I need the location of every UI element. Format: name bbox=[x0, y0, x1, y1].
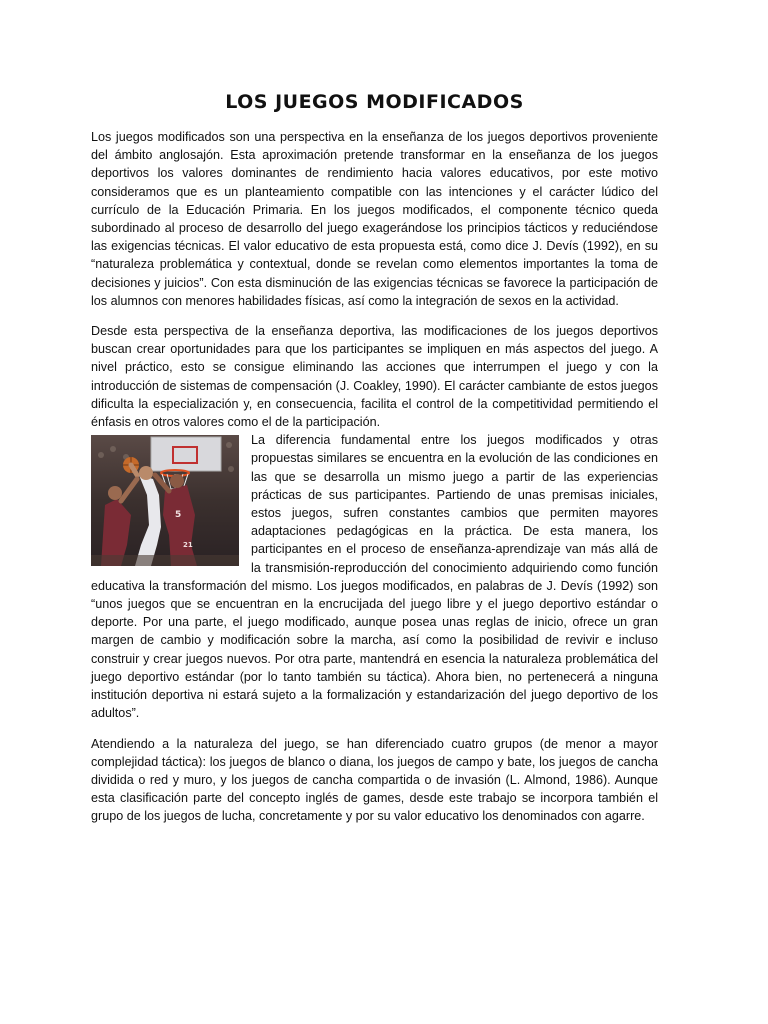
document-page bbox=[91, 90, 658, 838]
basketball-photo bbox=[91, 435, 239, 566]
paragraph-classification: Atendiendo a la naturaleza del juego, se han diferenciado cuatro grupos (de menor a mayor complejidad táctica): los juegos de blanco o diana, los juegos de campo y bate, los juegos de cancha dividida o red y muro, y los juegos de cancha compartida o de invasión (L. Almond, 1986). Aunque esta clasificación parte del concepto inglés de games, desde este trabajo se incorpora también el grupo de los juegos de lucha, concretamente y por su valor educativo los denominados con agarre. bbox=[91, 736, 658, 824]
paragraph-intro: Los juegos modificados son una perspectiva en la enseñanza de los juegos deportivos proveniente del ámbito anglosajón. Esta aproximación pretende transformar en la enseñanza de los juegos deportivos los valores dominantes de rendimiento hacia valores educativos, por este motivo consideramos que es un planteamiento compatible con las intenciones y el carácter lúdico del currículo de la Educación Primaria. En los juegos modificados, el componente técnico queda subordinado al proceso de desarrollo del juego exagerándose los principios tácticos y reduciéndose las exigencias técnicas. El valor educativo de esta propuesta está, como dice J. Devís (1992), en su “naturaleza problemática y contextual, donde se revelan como elementos importantes la toma de decisiones y juicios”. Con esta disminución de las exigencias técnicas se favorece la participación de los alumnos con menores habilidades físicas, así como la integración de sexos en la actividad. bbox=[91, 130, 658, 308]
paragraph-differences: La diferencia fundamental entre los juegos modificados y otras propuestas similares se encuentra en la evolución de las condiciones en las que se desarrolla un mismo juego a partir de las experiencias prácticas de sus participantes. Partiendo de unas premisas iniciales, estos juegos, sufren constantes cambios que permiten mayores adaptaciones pedagógicas en la práctica. De esta manera, los participantes en el proceso de enseñanza-aprendizaje van más allá de la transmisión-reproducción del conocimiento adquiriendo como función educativa la transformación del mismo. Los juegos modificados, en palabras de J. Devís (1992) son “unos juegos que se encuentran en la encrucijada del juego libre y el juego deportivo estándar o deporte. Por una parte, el juego modificado, aunque posea unas reglas de inicio, ofrece un gran margen de cambio y modificación sobre la marcha, así como la posibilidad de revivir e incluso construir y crear juegos nuevos. Por otra parte, mantendrá en esencia la naturaleza problemática del juego deportivo estándar (por lo tanto también su táctica). Ahora bien, no pertenecerá a ninguna institución deportiva ni estará sujeto a la formalización y estandarización del juego deportivo de los adultos”. bbox=[91, 433, 658, 721]
paragraph-perspective-text: Desde esta perspectiva de la enseñanza deportiva, las modificaciones de los juegos deportivos buscan crear oportunidades para que los participantes se impliquen en más aspectos del juego. A nivel práctico, esto se consigue eliminando las acciones que interrumpen el juego y con la introducción de sistemas de compensación (J. Coakley, 1990). El carácter cambiante de estos juegos dificulta la especialización y, en consecuencia, facilita el control de la competitividad permitiendo el énfasis en otros valores como el de la participación. bbox=[91, 324, 658, 430]
document-title: LOS JUEGOS MODIFICADOS bbox=[225, 91, 524, 113]
paragraph-perspective bbox=[91, 322, 658, 722]
jersey-number-21: 21 bbox=[183, 541, 193, 550]
basketball-photo-icon bbox=[91, 435, 239, 566]
jersey-number-5: 5 bbox=[175, 510, 182, 521]
